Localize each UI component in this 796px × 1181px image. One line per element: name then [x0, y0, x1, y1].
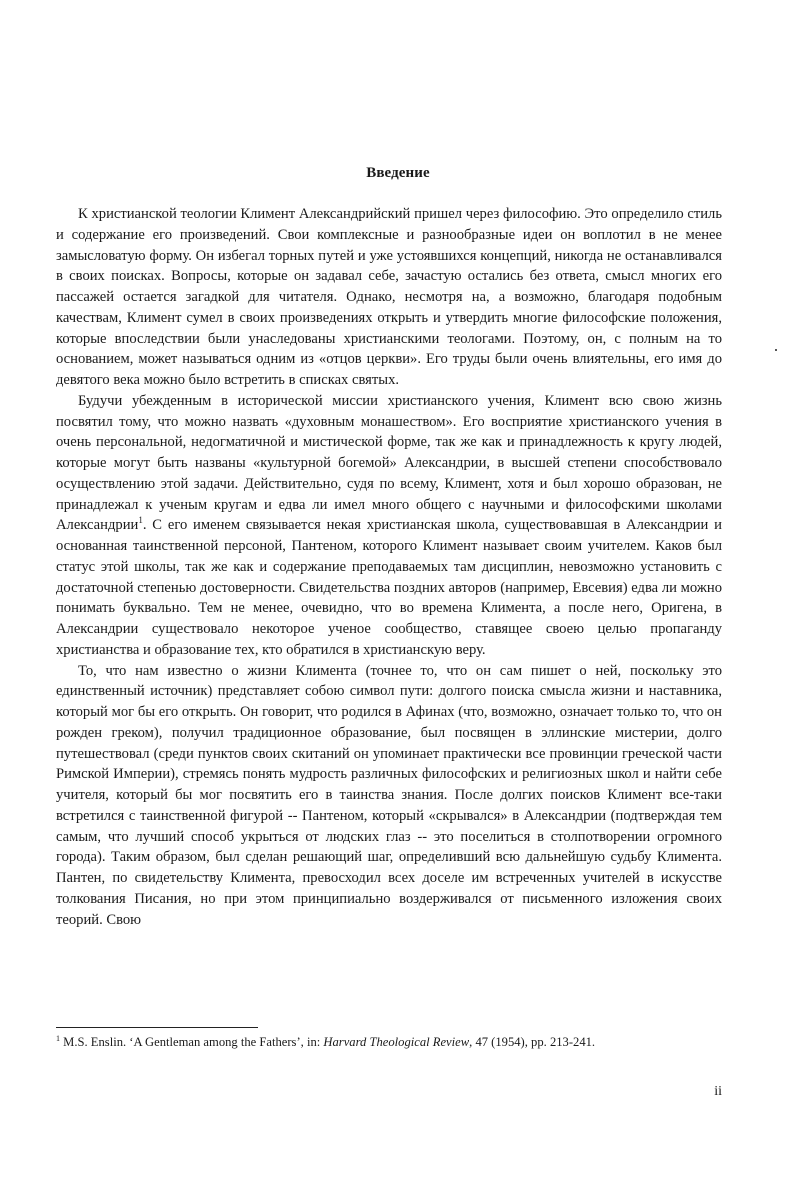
page-title: Введение: [366, 165, 430, 181]
footnote-marker: 1: [56, 1033, 60, 1043]
paragraph-3: То, что нам известно о жизни Климента (точнее то, что он сам пишет о ней, поскольку это единственный источник) представляет собою символ пути: долгого поиска смысла жизни и наставника, который мог бы его открыть. Он говорит, что родился в Афинах (что, возможно, означает только то, что он рожден греком), получил традиционное образование, был посвящен в эллинские мистерии, долго путешествовал (среди пунктов своих скитаний он упоминает практически все провинции греческой части Римской Империи), стремясь понять мудрость различных философских и религиозных школ и найти себе учителя, который бы мог посвятить его в таинства знания. После долгих поисков Климент все-таки встретился с таинственной фигурой -- Пантеном, который «скрывался» в Александрии (подтверждая тем самым, что лучший способ укрыться от людских глаз -- это поселиться в столпотворении огромного города). Таким образом, был сделан решающий шаг, определивший всю дальнейшую судьбу Климента. Пантен, по свидетельству Климента, превосходил всех доселе им встреченных учителей в искусстве толкования Писания, но при этом принципиально воздерживался от письменного изложения своих теорий. Свою: [56, 662, 722, 928]
footnote-text-before: M.S. Enslin. ‘A Gentleman among the Fathers’, in:: [63, 1035, 324, 1049]
paragraph-2-text-before-note: Будучи убежденным в исторической миссии христианского учения, Климент всю свою жизнь посвятил тому, что можно назвать «духовным монашеством». Его восприятие христианского учения в очень персональной, недогматичной и мистической форме, так же как и принадлежность к кругу людей, которые могут быть названы «культурной богемой» Александрии, в высшей степени способствовало осуществлению этой задачи. Действительно, судя по всему, Климент, хотя и был хорошо образован, не принадлежал к ученым кругам и едва ли имел много общего с научными и философскими школами Александрии: [56, 392, 722, 534]
paragraph-2: [56, 391, 722, 661]
scan-speck: [775, 349, 777, 351]
footnote-journal-title: Harvard Theological Review: [323, 1035, 470, 1049]
footnote: [56, 1034, 722, 1050]
footnote-divider: [56, 1027, 258, 1028]
paragraph-2-text-after-note: . С его именем связывается некая христианская школа, существовавшая в Александрии и основанная таинственной персоной, Пантеном, которого Климент называет своим учителем. Каков был статус этой школы, так же как и содержание преподаваемых там дисциплин, невозможно установить с достаточной степенью достоверности. Свидетельства поздних авторов (например, Евсевия) едва ли можно понимать буквально. Тем не менее, очевидно, что во времена Климента, а после него, Оригена, в Александрии существовало некоторое ученое сообщество, ставящее своею целью пропаганду христианства и образование тех, кто обратился в христианскую веру.: [56, 517, 722, 658]
paragraph-1: К христианской теологии Климент Александрийский пришел через философию. Это определило стиль и содержание его произведений. Свои комплексные и разнообразные идеи он воплотил в не менее замысловатую форму. Он избегал торных путей и уже устоявшихся концепций, никогда не останавливался в своих поисках. Вопросы, которые он задавал себе, зачастую остались без ответа, смысл многих его пассажей остается загадкой для читателя. Однако, несмотря на, а возможно, благодаря подобным качествам, Климент сумел в своих произведениях открыть и утвердить многие философские положения, которые впоследствии были унаследованы христианскими теологами. Поэтому, он, с полным на то основанием, может называться одним из «отцов церкви». Его труды были очень влиятельны, его имя до девятого века можно было встретить в списках святых.: [56, 206, 722, 388]
body-text: [56, 204, 722, 930]
page-number: ii: [714, 1084, 722, 1099]
footnote-text-after: , 47 (1954), pp. 213-241.: [469, 1035, 596, 1049]
footnote-reference[interactable]: 1: [138, 515, 143, 526]
